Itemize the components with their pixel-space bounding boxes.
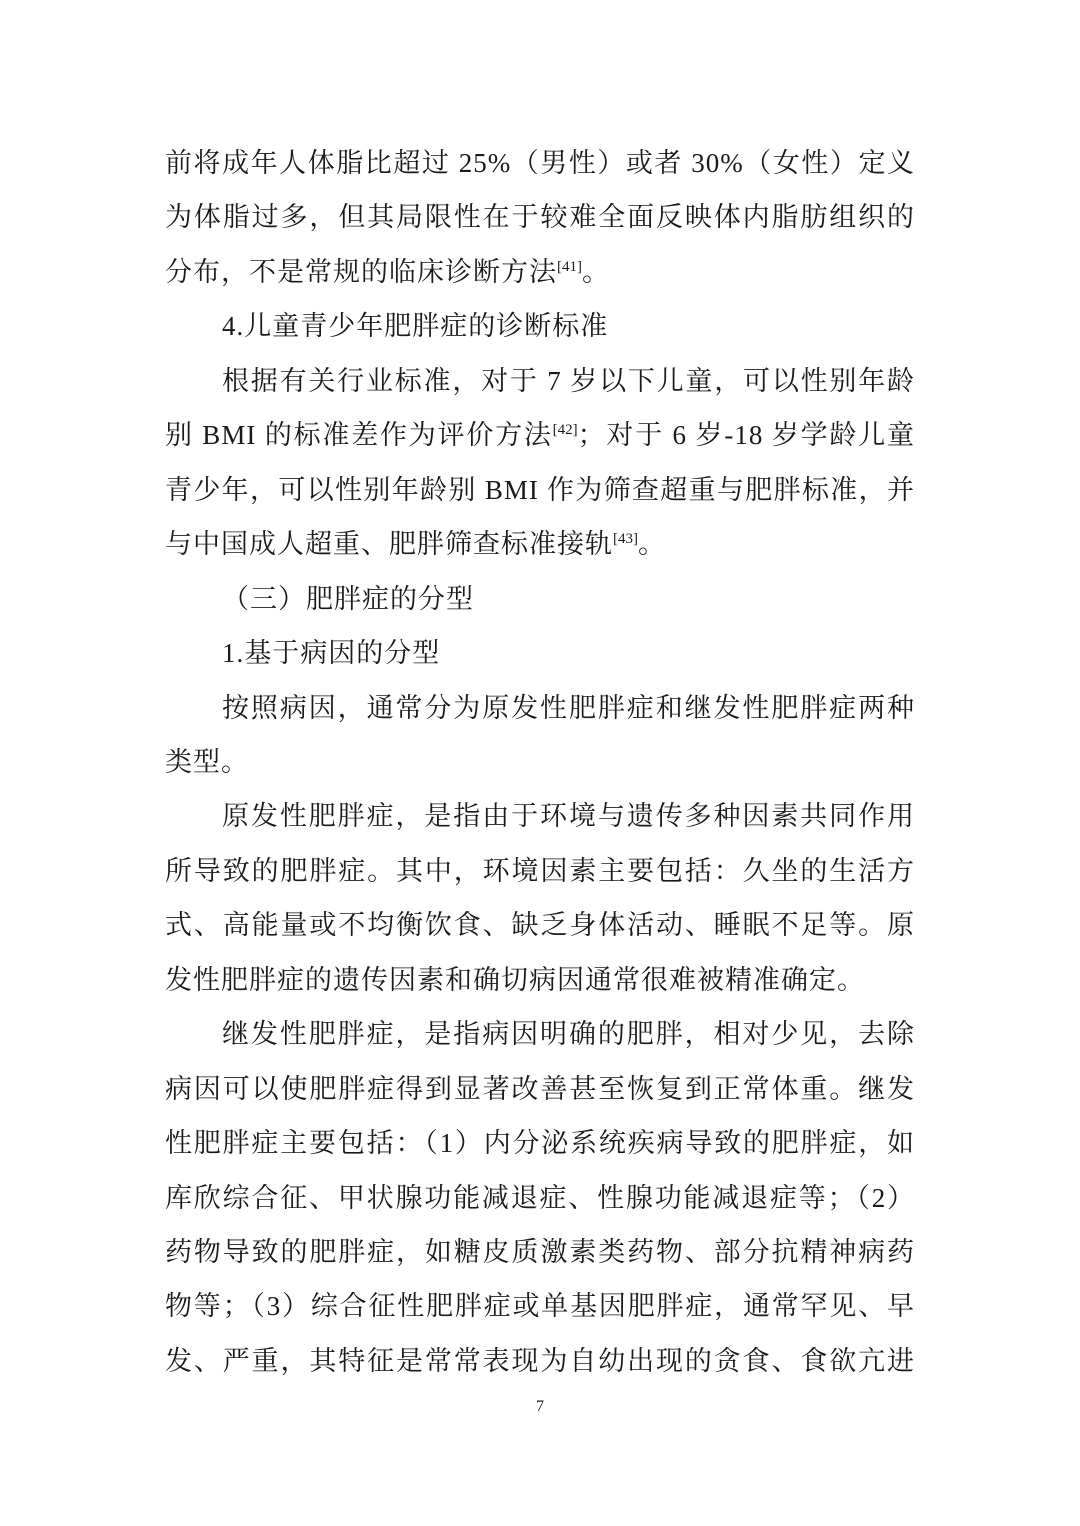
text-segment: 按照病因，通常分为原发性肥胖症和继发性肥胖症两种 <box>222 692 915 723</box>
text-line <box>165 197 915 237</box>
text-line <box>165 470 915 510</box>
text-line <box>165 143 915 183</box>
text-segment: 为体脂过多，但其局限性在于较难全面反映体内脂肪组织的 <box>165 202 915 233</box>
text-segment: 病因可以使肥胖症得到显著改善甚至恢复到正常体重。继发 <box>165 1073 915 1104</box>
text-line <box>165 742 915 782</box>
page-number: 7 <box>536 1398 544 1415</box>
text-line <box>165 252 915 292</box>
text-segment: 发、严重，其特征是常常表现为自幼出现的贪食、食欲亢进 <box>165 1345 915 1376</box>
text-segment: 物等；（3）综合征性肥胖症或单基因肥胖症，通常罕见、早 <box>165 1291 915 1322</box>
text-line <box>165 1069 915 1109</box>
text-line <box>222 1014 915 1054</box>
text-segment: 1.基于病因的分型 <box>222 638 441 669</box>
text-segment: 分布，不是常规的临床诊断方法 <box>165 256 557 287</box>
text-line <box>222 796 915 836</box>
text-segment: 。 <box>638 529 666 560</box>
text-segment: 继发性肥胖症，是指病因明确的肥胖，相对少见，去除 <box>222 1019 915 1050</box>
citation-reference: [42] <box>552 422 578 439</box>
text-line <box>165 415 915 455</box>
text-line <box>222 361 915 401</box>
citation-reference: [43] <box>613 531 638 548</box>
text-segment: 。 <box>582 256 610 287</box>
text-segment: 别 BMI 的标准差作为评价方法 <box>165 420 553 451</box>
text-segment: 所导致的肥胖症。其中，环境因素主要包括：久坐的生活方 <box>165 855 915 886</box>
text-line <box>222 688 915 728</box>
text-line <box>165 1232 915 1272</box>
text-line <box>165 1123 915 1163</box>
text-line <box>222 579 915 619</box>
text-segment: 性肥胖症主要包括：（1）内分泌系统疾病导致的肥胖症，如 <box>165 1128 915 1159</box>
text-line <box>165 1178 915 1218</box>
text-segment: 库欣综合征、甲状腺功能减退症、性腺功能减退症等；（2） <box>165 1182 915 1213</box>
text-line <box>165 524 915 564</box>
text-segment: 4.儿童青少年肥胖症的诊断标准 <box>222 311 609 342</box>
text-line <box>165 1286 915 1326</box>
text-segment: 类型。 <box>165 746 249 777</box>
text-segment: 根据有关行业标准，对于 7 岁以下儿童，可以性别年龄 <box>222 365 915 396</box>
text-segment: 与中国成人超重、肥胖筛查标准接轨 <box>165 529 613 560</box>
text-line <box>222 633 915 673</box>
text-segment: 式、高能量或不均衡饮食、缺乏身体活动、睡眠不足等。原 <box>165 910 915 941</box>
text-segment: 药物导致的肥胖症，如糖皮质激素类药物、部分抗精神病药 <box>165 1237 915 1267</box>
text-line <box>165 851 915 891</box>
text-line <box>165 960 915 1000</box>
text-segment: ；对于 6 岁-18 岁学龄儿童 <box>577 420 915 451</box>
text-line <box>165 1341 915 1381</box>
text-segment: 原发性肥胖症，是指由于环境与遗传多种因素共同作用 <box>222 801 915 832</box>
text-segment: 前将成年人体脂比超过 25%（男性）或者 30%（女性）定义 <box>165 148 915 178</box>
text-segment: （三）肥胖症的分型 <box>222 583 474 614</box>
text-segment: 青少年，可以性别年龄别 BMI 作为筛查超重与肥胖标准，并 <box>165 474 915 505</box>
text-segment: 发性肥胖症的遗传因素和确切病因通常很难被精准确定。 <box>165 964 865 995</box>
citation-reference: [41] <box>557 258 582 275</box>
text-line <box>222 306 915 346</box>
text-line <box>165 905 915 945</box>
